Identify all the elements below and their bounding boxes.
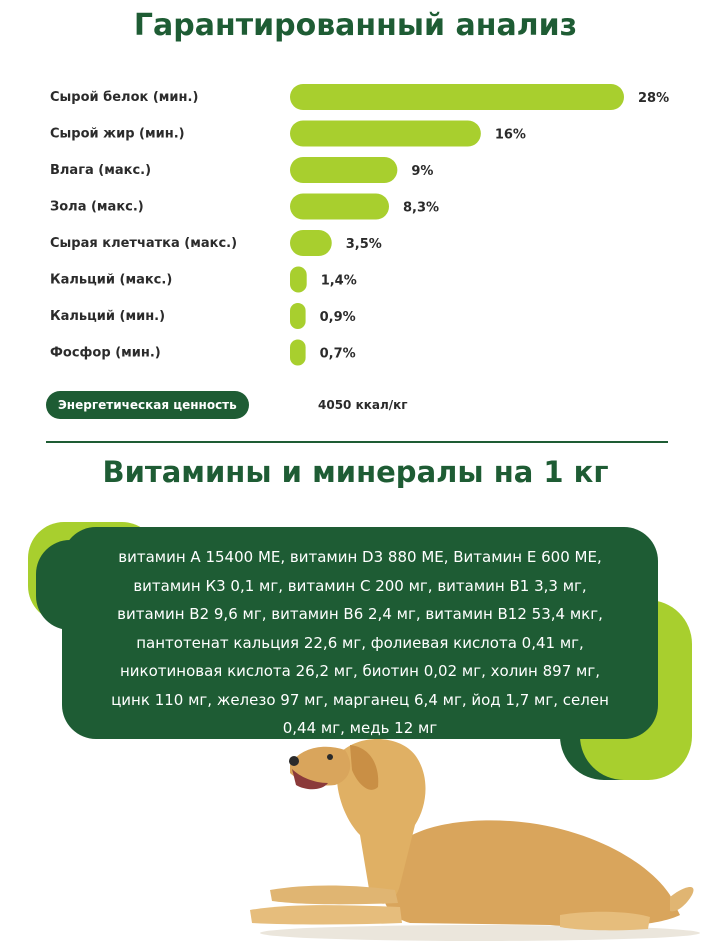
vitamins-panel <box>62 527 658 739</box>
bar-value-label: 3,5% <box>345 237 382 252</box>
vitamin-line: витамин К3 0,1 мг, витамин С 200 мг, витамин В1 3,3 мг, <box>133 576 587 595</box>
bar-label: Влага (макс.) <box>50 163 152 178</box>
bar <box>290 230 332 256</box>
analysis-bar-chart <box>0 70 711 380</box>
bar <box>290 194 389 220</box>
bar-value-label: 28% <box>638 91 670 106</box>
bar <box>290 340 306 366</box>
bar-value-label: 0,9% <box>319 310 356 325</box>
bar <box>290 84 624 110</box>
bar-label: Кальций (мин.) <box>50 309 166 324</box>
dog-illustration <box>230 725 700 945</box>
bar <box>290 303 306 329</box>
vitamin-line: цинк 110 мг, железо 97 мг, марганец 6,4 мг, йод 1,7 мг, селен <box>111 690 609 709</box>
vitamin-line: пантотенат кальция 22,6 мг, фолиевая кислота 0,41 мг, <box>136 633 584 652</box>
bar-value-label: 9% <box>411 164 434 179</box>
bar <box>290 121 481 147</box>
bar-label: Фосфор (мин.) <box>50 345 161 361</box>
vitamins-heading: Витамины и минералы на 1 кг <box>102 455 609 489</box>
bar-label: Сырой жир (мин.) <box>50 126 185 142</box>
bar-label: Зола (макс.) <box>50 199 144 215</box>
bar <box>290 267 307 293</box>
bar-label: Кальций (макс.) <box>50 272 173 288</box>
bar-label: Сырой белок (мин.) <box>50 90 199 105</box>
bar-label: Сырая клетчатка (макс.) <box>50 236 238 251</box>
energy-value: 4050 ккал/кг <box>318 398 408 412</box>
vitamin-line: 0,44 мг, медь 12 мг <box>282 719 438 737</box>
bar-value-label: 16% <box>494 127 526 143</box>
bar-value-label: 1,4% <box>320 273 357 289</box>
bar <box>290 157 397 183</box>
page-title: Гарантированный анализ <box>133 8 578 43</box>
vitamin-line: витамин В2 9,6 мг, витамин В6 2,4 мг, витамин В12 53,4 мкг, <box>117 605 603 623</box>
vitamin-line: никотиновая кислота 26,2 мг, биотин 0,02 мг, холин 897 мг, <box>120 662 600 680</box>
energy-label-badge: Энергетическая ценность <box>46 391 249 419</box>
bar-value-label: 8,3% <box>403 200 440 216</box>
vitamin-line: витамин А 15400 МЕ, витамин D3 880 МЕ, Витамин Е 600 МЕ, <box>118 548 602 566</box>
bar-value-label: 0,7% <box>319 346 356 362</box>
section-divider <box>46 441 668 443</box>
